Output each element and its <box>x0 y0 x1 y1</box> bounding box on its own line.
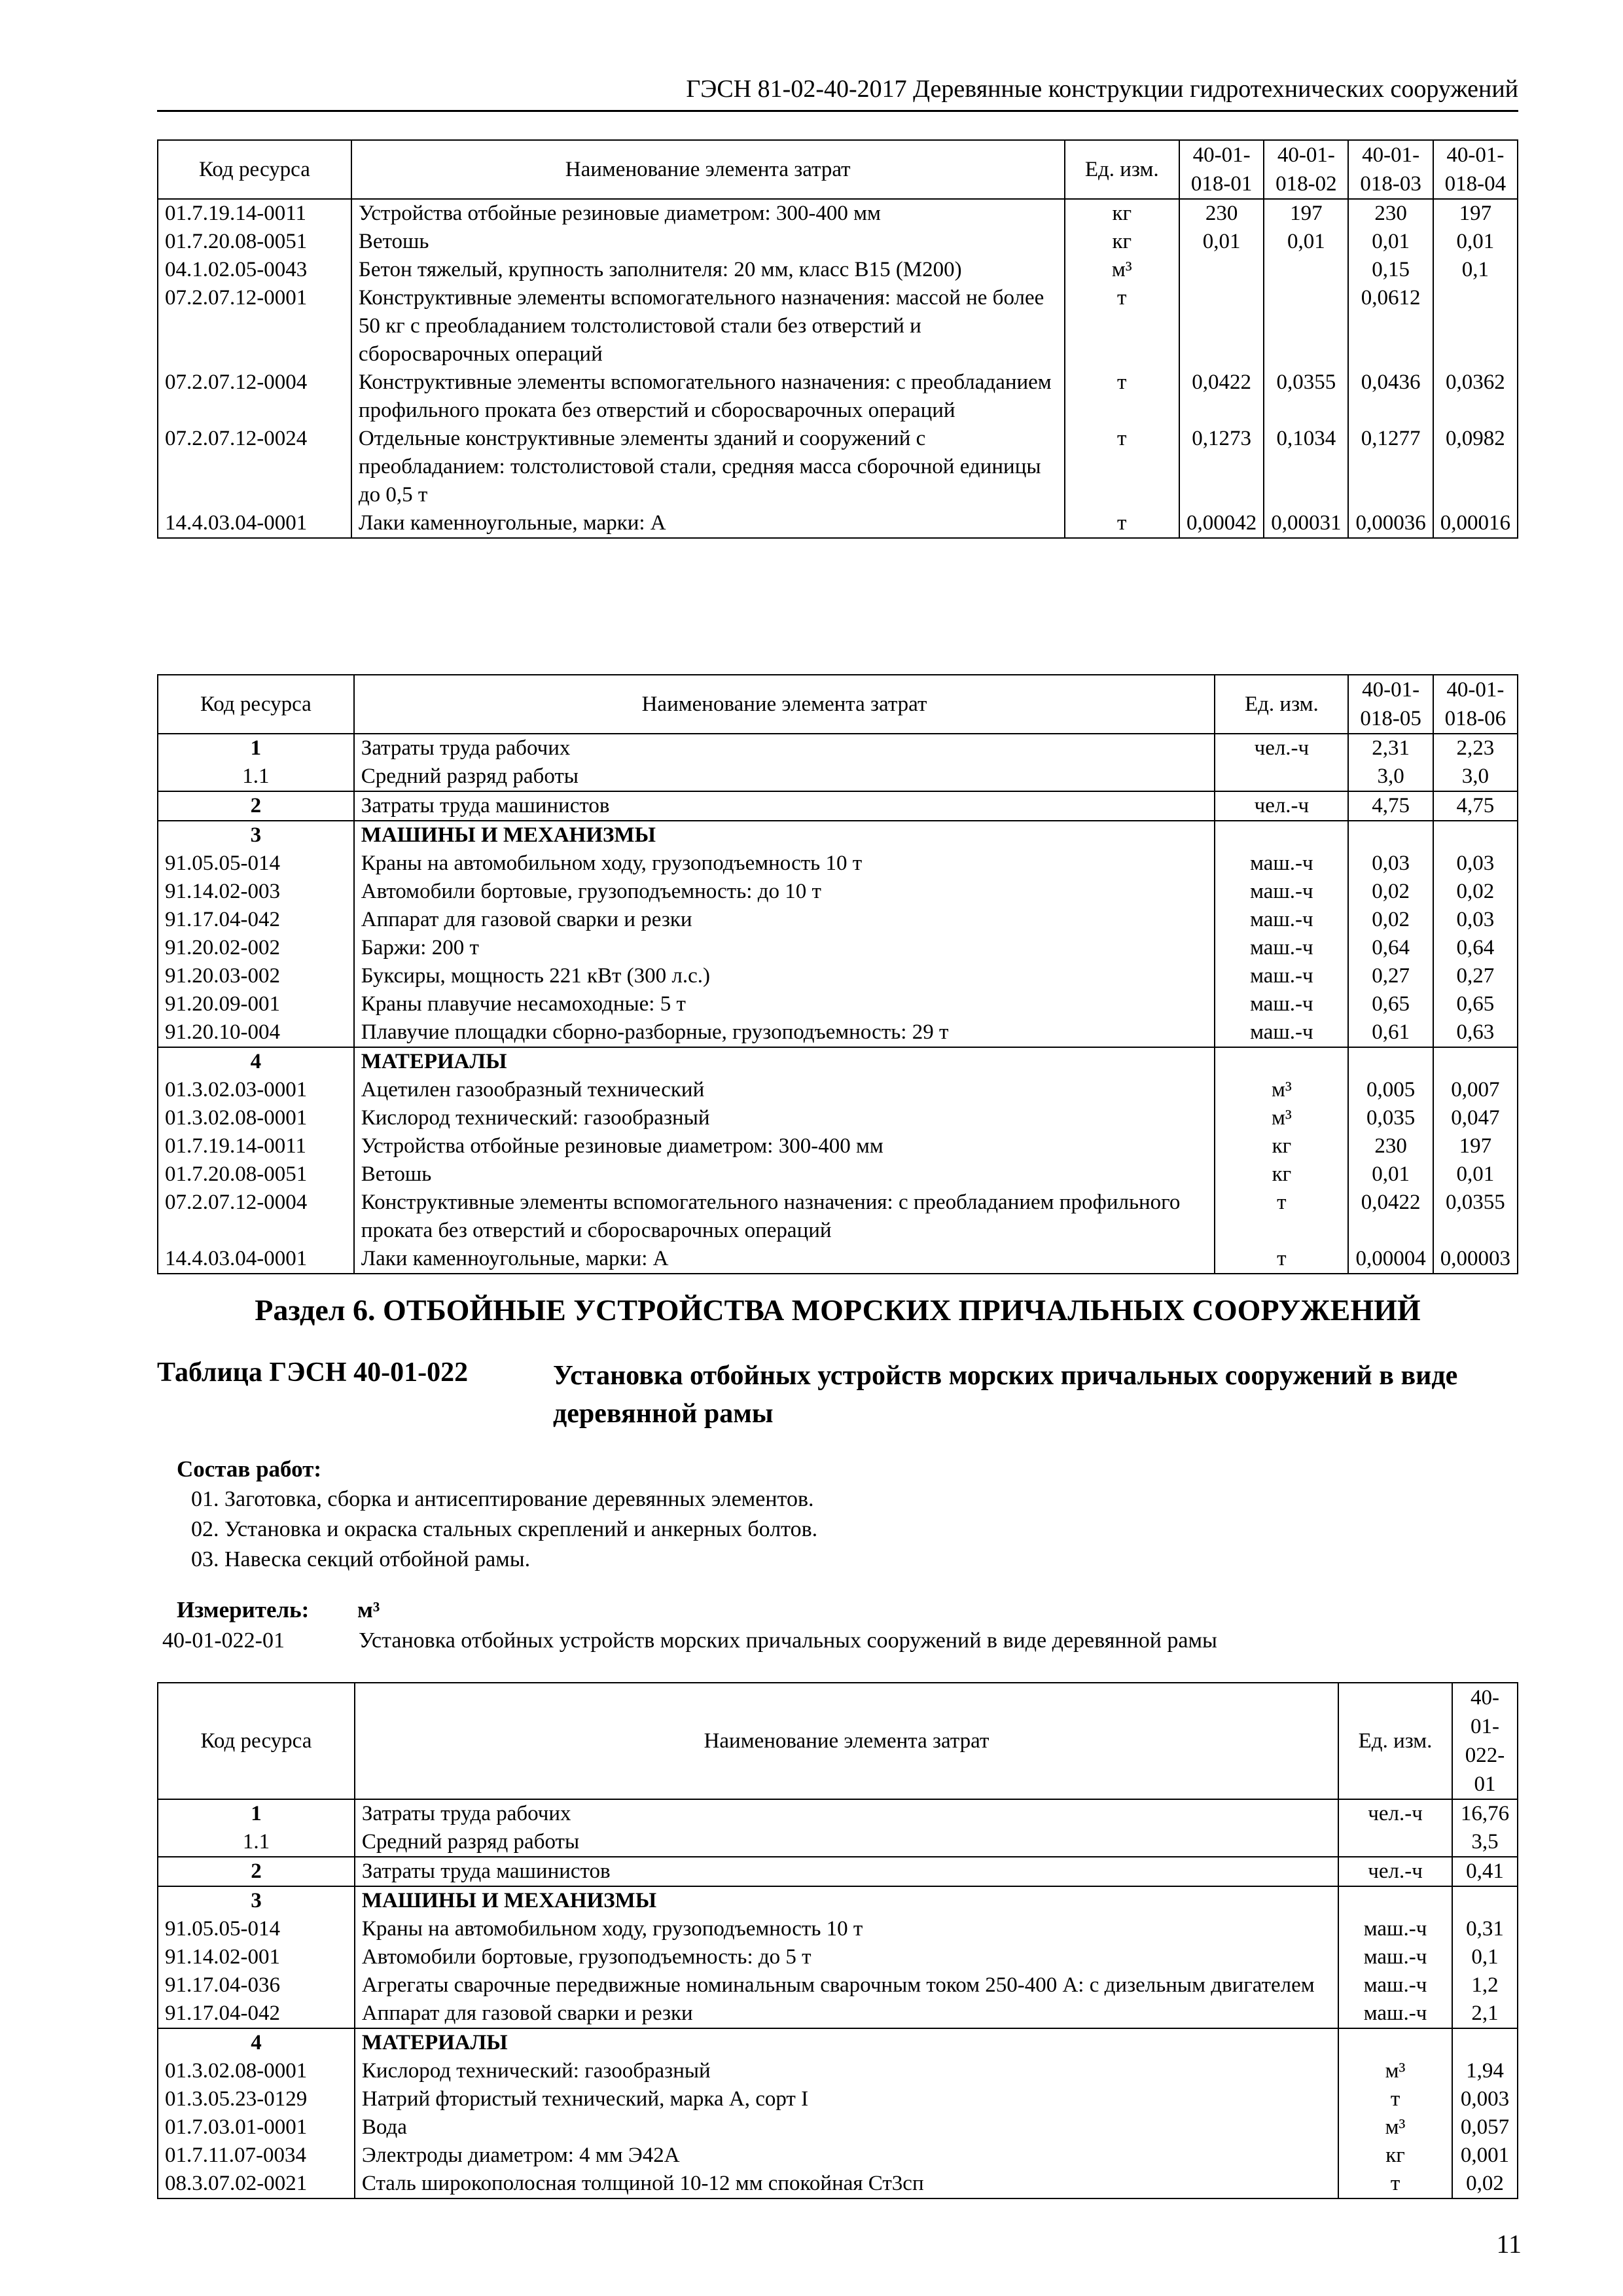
resource-value: 0,65 <box>1433 990 1518 1018</box>
table-row <box>158 1076 1518 1104</box>
resource-code: 01.7.20.08-0051 <box>158 228 351 256</box>
resource-unit: кг <box>1338 2142 1452 2170</box>
resource-name: МАТЕРИАЛЫ <box>354 1047 1215 1076</box>
resource-code: 2 <box>158 791 354 821</box>
resource-value: 197 <box>1264 199 1348 228</box>
resource-code: 91.20.10-004 <box>158 1018 354 1047</box>
table-row <box>158 1915 1518 1943</box>
resource-value: 0,1034 <box>1264 425 1348 509</box>
resource-name: Буксиры, мощность 221 кВт (300 л.с.) <box>354 962 1215 990</box>
resource-name: Аппарат для газовой сварки и резки <box>355 2000 1338 2028</box>
resource-name: Ацетилен газообразный технический <box>354 1076 1215 1104</box>
resource-code: 01.7.19.14-0011 <box>158 1132 354 1160</box>
resource-name: Агрегаты сварочные передвижные номинальным сварочным током 250-400 А: с дизельным двигателем <box>355 1971 1338 2000</box>
table-row <box>158 1857 1518 1886</box>
resource-code: 91.14.02-001 <box>158 1943 355 1971</box>
resource-name: Конструктивные элементы вспомогательного назначения: с преобладанием профильного проката без отверстий и сборосварочных операций <box>351 368 1065 425</box>
col-unit-header: Ед. изм. <box>1338 1683 1452 1799</box>
resource-name: Затраты труда машинистов <box>355 1857 1338 1886</box>
resource-value <box>1433 821 1518 850</box>
works-item: 02. Установка и окраска стальных скреплений и анкерных болтов. <box>191 1517 818 1541</box>
resource-name: Затраты труда рабочих <box>355 1799 1338 1828</box>
resource-value: 3,0 <box>1348 762 1433 791</box>
resource-value <box>1433 1047 1518 1076</box>
resource-value: 0,64 <box>1433 934 1518 962</box>
col-code-header: Код ресурса <box>158 675 354 734</box>
resource-name: Плавучие площадки сборно-разборные, грузоподъемность: 29 т <box>354 1018 1215 1047</box>
resource-value: 0,03 <box>1433 906 1518 934</box>
resource-code: 91.14.02-003 <box>158 878 354 906</box>
resource-name: Отдельные конструктивные элементы зданий и сооружений с преобладанием: толстолистовой стали, средняя масса сборочной единицы до 0,5 т <box>351 425 1065 509</box>
resource-code: 1 <box>158 1799 355 1828</box>
resource-value: 197 <box>1433 1132 1518 1160</box>
resource-unit <box>1215 1047 1348 1076</box>
resource-value: 0,00004 <box>1348 1245 1433 1274</box>
resource-code: 1.1 <box>158 1828 355 1857</box>
table-row <box>158 2170 1518 2198</box>
col-norm-header: 40-01-018-04 <box>1433 140 1518 199</box>
resource-code: 01.7.11.07-0034 <box>158 2142 355 2170</box>
col-code-header: Код ресурса <box>158 1683 355 1799</box>
resource-value: 4,75 <box>1348 791 1433 821</box>
resource-code: 91.17.04-042 <box>158 2000 355 2028</box>
resource-unit: кг <box>1215 1160 1348 1189</box>
resource-value: 0,057 <box>1452 2113 1518 2142</box>
resource-unit: маш.-ч <box>1338 1943 1452 1971</box>
resource-value: 0,00036 <box>1348 509 1433 538</box>
resource-value: 230 <box>1348 199 1433 228</box>
resource-unit: маш.-ч <box>1338 1971 1452 2000</box>
resource-code: 4 <box>158 1047 354 1076</box>
table-row <box>158 1799 1518 1828</box>
table-row <box>158 906 1518 934</box>
resource-value <box>1433 284 1518 368</box>
table-row <box>158 2057 1518 2085</box>
resource-value: 0,01 <box>1348 228 1433 256</box>
resource-unit: т <box>1065 368 1179 425</box>
resource-code: 14.4.03.04-0001 <box>158 1245 354 1274</box>
resource-value <box>1452 2028 1518 2057</box>
table-row <box>158 1132 1518 1160</box>
table-row <box>158 2142 1518 2170</box>
resource-value: 0,02 <box>1452 2170 1518 2198</box>
resource-value: 0,64 <box>1348 934 1433 962</box>
resource-value: 0,0355 <box>1264 368 1348 425</box>
resource-unit: м³ <box>1338 2057 1452 2085</box>
resource-name: Бетон тяжелый, крупность заполнителя: 20 мм, класс В15 (М200) <box>351 256 1065 284</box>
resource-code: 3 <box>158 821 354 850</box>
resource-code: 07.2.07.12-0024 <box>158 425 351 509</box>
resource-unit: маш.-ч <box>1338 1915 1452 1943</box>
table-label: Таблица ГЭСН 40-01-022 <box>157 1357 469 1388</box>
resource-code: 3 <box>158 1886 355 1915</box>
resource-name: Электроды диаметром: 4 мм Э42А <box>355 2142 1338 2170</box>
resource-value: 16,76 <box>1452 1799 1518 1828</box>
resource-code: 01.7.03.01-0001 <box>158 2113 355 2142</box>
resource-value <box>1179 256 1264 284</box>
col-norm-header: 40-01-018-03 <box>1348 140 1433 199</box>
resource-name: Натрий фтористый технический, марка А, сорт I <box>355 2085 1338 2113</box>
resource-name: Устройства отбойные резиновые диаметром: 300-400 мм <box>354 1132 1215 1160</box>
resource-value <box>1452 1886 1518 1915</box>
table-title: Установка отбойных устройств морских причальных сооружений в виде деревянной рамы <box>553 1361 1458 1429</box>
resource-value: 0,047 <box>1433 1104 1518 1132</box>
resource-value: 2,1 <box>1452 2000 1518 2028</box>
resource-value: 2,23 <box>1433 734 1518 762</box>
resource-table-018-01-04 <box>157 139 1518 539</box>
resource-name: Автомобили бортовые, грузоподъемность: до 10 т <box>354 878 1215 906</box>
resource-value: 0,1273 <box>1179 425 1264 509</box>
table-row <box>158 1828 1518 1857</box>
resource-unit: м³ <box>1215 1076 1348 1104</box>
table-row <box>158 850 1518 878</box>
resource-value: 0,007 <box>1433 1076 1518 1104</box>
resource-value: 0,1277 <box>1348 425 1433 509</box>
resource-code: 1.1 <box>158 762 354 791</box>
resource-value: 0,1 <box>1452 1943 1518 1971</box>
resource-name: МАШИНЫ И МЕХАНИЗМЫ <box>355 1886 1338 1915</box>
table-row <box>158 368 1518 425</box>
table-row <box>158 1189 1518 1245</box>
table-row <box>158 2113 1518 2142</box>
resource-code: 91.05.05-014 <box>158 1915 355 1943</box>
table-row <box>158 228 1518 256</box>
norm-code: 40-01-022-01 <box>162 1628 285 1653</box>
table-row <box>158 734 1518 762</box>
table-row <box>158 1245 1518 1274</box>
resource-value: 0,005 <box>1348 1076 1433 1104</box>
resource-name: Затраты труда рабочих <box>354 734 1215 762</box>
resource-unit: кг <box>1215 1132 1348 1160</box>
norm-description: Установка отбойных устройств морских причальных сооружений в виде деревянной рамы <box>359 1628 1217 1653</box>
resource-code: 01.7.19.14-0011 <box>158 199 351 228</box>
resource-code: 01.3.05.23-0129 <box>158 2085 355 2113</box>
resource-name: Затраты труда машинистов <box>354 791 1215 821</box>
resource-value: 0,01 <box>1433 1160 1518 1189</box>
resource-unit: т <box>1065 509 1179 538</box>
resource-value: 0,0422 <box>1179 368 1264 425</box>
measure-label: Измеритель: <box>177 1597 310 1623</box>
resource-value <box>1264 256 1348 284</box>
resource-unit: м³ <box>1065 256 1179 284</box>
page-number: 11 <box>1496 2229 1522 2259</box>
table-row <box>158 878 1518 906</box>
resource-name: МАШИНЫ И МЕХАНИЗМЫ <box>354 821 1215 850</box>
resource-value: 0,03 <box>1348 850 1433 878</box>
resource-value: 0,0982 <box>1433 425 1518 509</box>
resource-code: 2 <box>158 1857 355 1886</box>
resource-value: 0,0436 <box>1348 368 1433 425</box>
resource-code: 91.17.04-042 <box>158 906 354 934</box>
resource-value: 0,41 <box>1452 1857 1518 1886</box>
resource-code: 4 <box>158 2028 355 2057</box>
resource-unit: маш.-ч <box>1215 850 1348 878</box>
col-unit-header: Ед. изм. <box>1065 140 1179 199</box>
resource-name: Краны на автомобильном ходу, грузоподъемность 10 т <box>355 1915 1338 1943</box>
table-row <box>158 2085 1518 2113</box>
resource-unit: чел.-ч <box>1338 1857 1452 1886</box>
resource-unit: кг <box>1065 228 1179 256</box>
col-unit-header: Ед. изм. <box>1215 675 1348 734</box>
col-name-header: Наименование элемента затрат <box>354 675 1215 734</box>
resource-code: 07.2.07.12-0004 <box>158 368 351 425</box>
resource-value <box>1348 1047 1433 1076</box>
resource-unit: маш.-ч <box>1215 1018 1348 1047</box>
resource-code: 91.05.05-014 <box>158 850 354 878</box>
resource-value: 0,003 <box>1452 2085 1518 2113</box>
resource-unit <box>1215 821 1348 850</box>
resource-unit: м³ <box>1338 2113 1452 2142</box>
resource-table-018-05-06 <box>157 674 1518 1274</box>
table-row <box>158 791 1518 821</box>
resource-name: МАТЕРИАЛЫ <box>355 2028 1338 2057</box>
table-row <box>158 1886 1518 1915</box>
table-row <box>158 2000 1518 2028</box>
resource-value: 0,0612 <box>1348 284 1433 368</box>
resource-name: Автомобили бортовые, грузоподъемность: до 5 т <box>355 1943 1338 1971</box>
resource-code: 07.2.07.12-0004 <box>158 1189 354 1245</box>
resource-value: 0,00003 <box>1433 1245 1518 1274</box>
table-row <box>158 1018 1518 1047</box>
table-row <box>158 1971 1518 2000</box>
resource-value: 3,5 <box>1452 1828 1518 1857</box>
resource-value: 0,15 <box>1348 256 1433 284</box>
resource-unit: т <box>1065 425 1179 509</box>
resource-value: 0,02 <box>1348 906 1433 934</box>
col-norm-header: 40-01-018-06 <box>1433 675 1518 734</box>
resource-unit: маш.-ч <box>1215 878 1348 906</box>
resource-value: 197 <box>1433 199 1518 228</box>
resource-unit: маш.-ч <box>1215 962 1348 990</box>
resource-unit: т <box>1065 284 1179 368</box>
resource-value: 1,94 <box>1452 2057 1518 2085</box>
resource-value: 0,00016 <box>1433 509 1518 538</box>
resource-unit: маш.-ч <box>1215 990 1348 1018</box>
resource-unit <box>1338 1828 1452 1857</box>
resource-value: 2,31 <box>1348 734 1433 762</box>
table-row <box>158 425 1518 509</box>
resource-unit: чел.-ч <box>1338 1799 1452 1828</box>
table-row <box>158 934 1518 962</box>
resource-value: 0,01 <box>1179 228 1264 256</box>
resource-unit: т <box>1338 2085 1452 2113</box>
resource-value: 0,61 <box>1348 1018 1433 1047</box>
resource-code: 01.7.20.08-0051 <box>158 1160 354 1189</box>
resource-value: 0,01 <box>1348 1160 1433 1189</box>
resource-code: 91.20.09-001 <box>158 990 354 1018</box>
resource-name: Устройства отбойные резиновые диаметром: 300-400 мм <box>351 199 1065 228</box>
resource-unit <box>1215 762 1348 791</box>
resource-value: 0,035 <box>1348 1104 1433 1132</box>
resource-code: 01.3.02.08-0001 <box>158 1104 354 1132</box>
table-row <box>158 1047 1518 1076</box>
resource-value: 0,001 <box>1452 2142 1518 2170</box>
table-row <box>158 284 1518 368</box>
resource-unit: маш.-ч <box>1215 934 1348 962</box>
resource-name: Аппарат для газовой сварки и резки <box>354 906 1215 934</box>
resource-code: 14.4.03.04-0001 <box>158 509 351 538</box>
col-norm-header: 40-01-022-01 <box>1452 1683 1518 1799</box>
resource-name: Средний разряд работы <box>355 1828 1338 1857</box>
resource-unit: чел.-ч <box>1215 734 1348 762</box>
works-header: Состав работ: <box>177 1456 321 1482</box>
works-item: 03. Навеска секций отбойной рамы. <box>191 1547 531 1571</box>
resource-value: 0,0362 <box>1433 368 1518 425</box>
col-norm-header: 40-01-018-05 <box>1348 675 1433 734</box>
resource-value: 0,02 <box>1348 878 1433 906</box>
resource-name: Сталь широкополосная толщиной 10-12 мм спокойная Ст3сп <box>355 2170 1338 2198</box>
resource-value: 3,0 <box>1433 762 1518 791</box>
resource-unit: м³ <box>1215 1104 1348 1132</box>
table-row <box>158 762 1518 791</box>
resource-value: 0,27 <box>1433 962 1518 990</box>
col-norm-header: 40-01-018-02 <box>1264 140 1348 199</box>
resource-table-022-01 <box>157 1682 1518 2199</box>
table-row <box>158 2028 1518 2057</box>
resource-name: Ветошь <box>354 1160 1215 1189</box>
resource-value: 0,00042 <box>1179 509 1264 538</box>
resource-value: 0,31 <box>1452 1915 1518 1943</box>
resource-name: Вода <box>355 2113 1338 2142</box>
table-row <box>158 199 1518 228</box>
section-title: Раздел 6. ОТБОЙНЫЕ УСТРОЙСТВА МОРСКИХ ПРИЧАЛЬНЫХ СООРУЖЕНИЙ <box>255 1293 1421 1327</box>
resource-code: 07.2.07.12-0001 <box>158 284 351 368</box>
running-header: ГЭСН 81-02-40-2017 Деревянные конструкции гидротехнических сооружений <box>157 76 1518 112</box>
resource-value: 0,65 <box>1348 990 1433 1018</box>
table-row <box>158 509 1518 538</box>
resource-unit <box>1338 2028 1452 2057</box>
resource-name: Конструктивные элементы вспомогательного назначения: с преобладанием профильного проката без отверстий и сборосварочных операций <box>354 1189 1215 1245</box>
resource-value: 0,1 <box>1433 256 1518 284</box>
resource-name: Конструктивные элементы вспомогательного назначения: массой не более 50 кг с преобладанием толстолистовой стали без отверстий и сборосварочных операций <box>351 284 1065 368</box>
col-name-header: Наименование элемента затрат <box>355 1683 1338 1799</box>
resource-value: 0,0422 <box>1348 1189 1433 1245</box>
resource-code: 91.20.02-002 <box>158 934 354 962</box>
works-item: 01. Заготовка, сборка и антисептирование деревянных элементов. <box>191 1487 814 1511</box>
col-code-header: Код ресурса <box>158 140 351 199</box>
resource-value: 0,27 <box>1348 962 1433 990</box>
table-row <box>158 962 1518 990</box>
resource-value <box>1348 821 1433 850</box>
table-row <box>158 1160 1518 1189</box>
resource-value: 230 <box>1179 199 1264 228</box>
resource-unit <box>1338 1886 1452 1915</box>
resource-name: Ветошь <box>351 228 1065 256</box>
col-norm-header: 40-01-018-01 <box>1179 140 1264 199</box>
resource-name: Лаки каменноугольные, марки: А <box>351 509 1065 538</box>
resource-code: 91.20.03-002 <box>158 962 354 990</box>
resource-name: Баржи: 200 т <box>354 934 1215 962</box>
resource-code: 91.17.04-036 <box>158 1971 355 2000</box>
resource-value: 0,01 <box>1433 228 1518 256</box>
resource-value: 0,01 <box>1264 228 1348 256</box>
resource-value <box>1264 284 1348 368</box>
measure-unit: м³ <box>357 1597 380 1623</box>
resource-code: 04.1.02.05-0043 <box>158 256 351 284</box>
resource-code: 01.3.02.08-0001 <box>158 2057 355 2085</box>
resource-unit: т <box>1215 1245 1348 1274</box>
resource-value: 4,75 <box>1433 791 1518 821</box>
col-name-header: Наименование элемента затрат <box>351 140 1065 199</box>
resource-value: 0,00031 <box>1264 509 1348 538</box>
resource-unit: т <box>1215 1189 1348 1245</box>
table-row <box>158 821 1518 850</box>
resource-value: 0,63 <box>1433 1018 1518 1047</box>
resource-value: 230 <box>1348 1132 1433 1160</box>
resource-name: Средний разряд работы <box>354 762 1215 791</box>
resource-unit: чел.-ч <box>1215 791 1348 821</box>
resource-unit: маш.-ч <box>1215 906 1348 934</box>
resource-name: Лаки каменноугольные, марки: А <box>354 1245 1215 1274</box>
table-row <box>158 256 1518 284</box>
table-row <box>158 1943 1518 1971</box>
resource-value: 0,0355 <box>1433 1189 1518 1245</box>
table-row <box>158 990 1518 1018</box>
resource-unit: кг <box>1065 199 1179 228</box>
table-row <box>158 1104 1518 1132</box>
resource-value: 0,02 <box>1433 878 1518 906</box>
resource-unit: маш.-ч <box>1338 2000 1452 2028</box>
resource-code: 08.3.07.02-0021 <box>158 2170 355 2198</box>
resource-value: 0,03 <box>1433 850 1518 878</box>
resource-name: Кислород технический: газообразный <box>354 1104 1215 1132</box>
resource-name: Кислород технический: газообразный <box>355 2057 1338 2085</box>
resource-name: Краны плавучие несамоходные: 5 т <box>354 990 1215 1018</box>
resource-code: 1 <box>158 734 354 762</box>
resource-code: 01.3.02.03-0001 <box>158 1076 354 1104</box>
works-list <box>191 1484 817 1575</box>
resource-unit: т <box>1338 2170 1452 2198</box>
resource-value: 1,2 <box>1452 1971 1518 2000</box>
resource-value <box>1179 284 1264 368</box>
resource-name: Краны на автомобильном ходу, грузоподъемность 10 т <box>354 850 1215 878</box>
